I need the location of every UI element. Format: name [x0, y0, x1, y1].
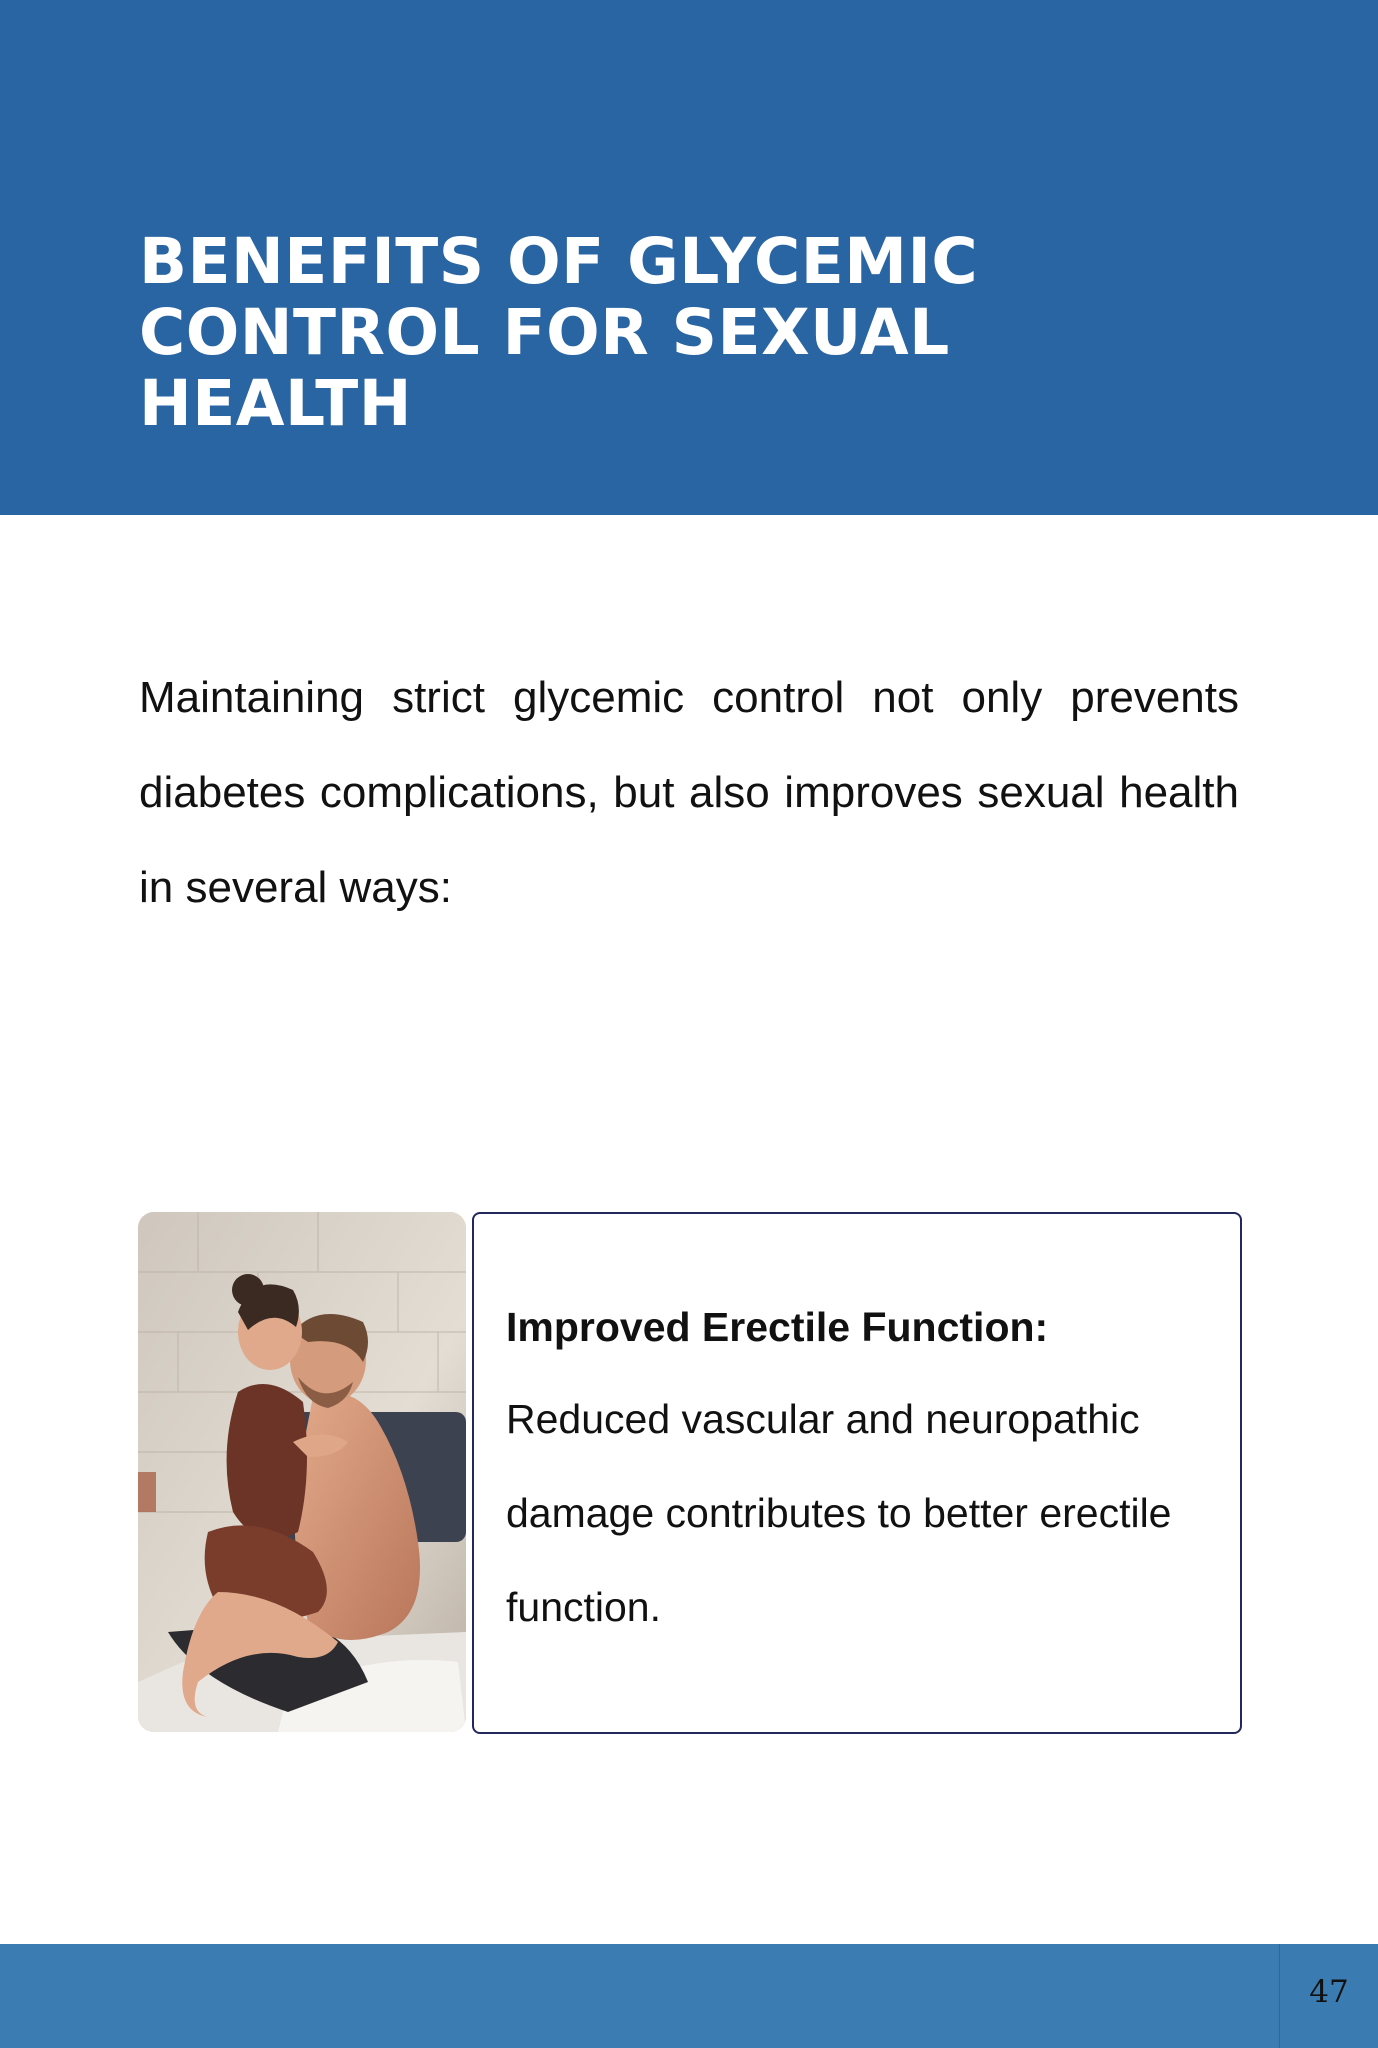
couple-photo	[138, 1212, 466, 1732]
lamp-shape	[138, 1472, 156, 1512]
couple-photo-illustration	[138, 1212, 466, 1732]
page-title: BENEFITS OF GLYCEMIC CONTROL FOR SEXUAL HEALTH	[139, 225, 979, 440]
header-band	[0, 0, 1378, 515]
page-number-box	[1279, 1944, 1378, 2048]
benefit-heading: Improved Erectile Function:	[506, 1304, 1049, 1350]
intro-paragraph: Maintaining strict glycemic control not only prevents diabetes complications, but also improves sexual health in several ways:	[139, 673, 1239, 912]
woman-top-shape	[227, 1384, 307, 1539]
footer-band	[0, 1944, 1378, 2048]
benefit-card	[472, 1212, 1242, 1734]
benefit-description: Reduced vascular and neuropathic damage contributes to better erectile function.	[506, 1396, 1172, 1630]
page-number: 47	[1309, 1974, 1349, 2010]
woman-hair-bun-shape	[232, 1274, 264, 1306]
